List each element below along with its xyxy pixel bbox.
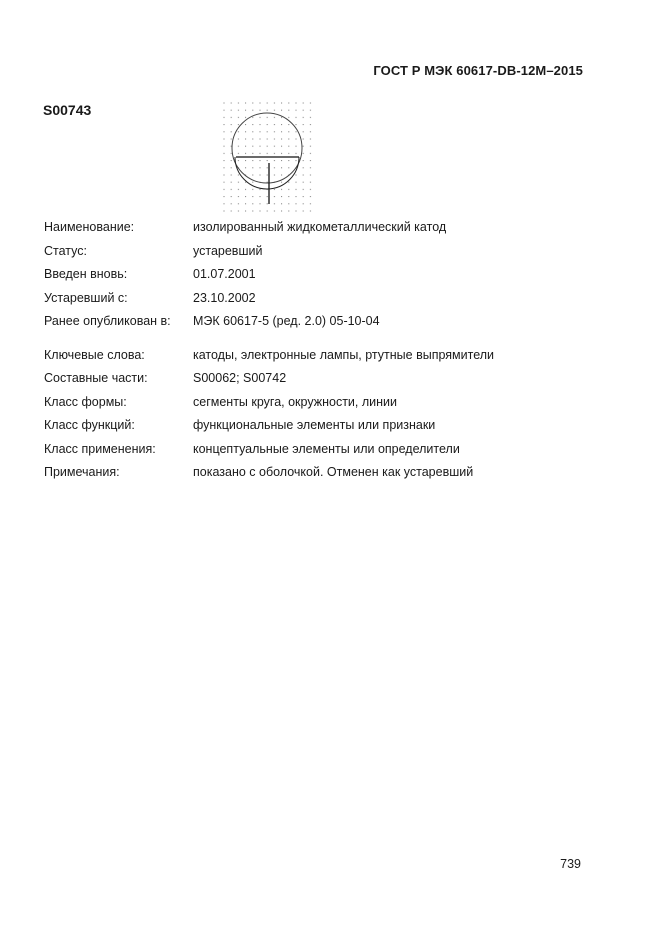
attr-label: Класс формы:	[44, 394, 127, 409]
attr-row-application-class	[44, 441, 604, 465]
attributes-table	[44, 219, 604, 488]
section-gap	[44, 337, 604, 347]
attr-row-name	[44, 219, 604, 243]
attr-value: 23.10.2002	[193, 290, 256, 305]
attr-row-shape-class	[44, 394, 604, 418]
attr-value: концептуальные элементы или определители	[193, 441, 460, 456]
attr-row-introduced	[44, 266, 604, 290]
attr-value: сегменты круга, окружности, линии	[193, 394, 397, 409]
attr-row-notes	[44, 464, 604, 488]
attr-label: Класс применения:	[44, 441, 156, 456]
standard-header: ГОСТ Р МЭК 60617-DB-12M–2015	[373, 63, 583, 78]
attr-label: Ранее опубликован в:	[44, 314, 171, 328]
attr-row-status	[44, 243, 604, 267]
attr-row-components	[44, 370, 604, 394]
attr-row-keywords	[44, 347, 604, 371]
attr-label: Составные части:	[44, 371, 148, 385]
page-number: 739	[560, 857, 581, 871]
attr-label: Ключевые слова:	[44, 347, 145, 362]
attr-value: катоды, электронные лампы, ртутные выпрямители	[193, 347, 495, 362]
symbol-id: S00743	[43, 102, 92, 118]
attr-label: Примечания:	[44, 465, 120, 479]
attr-value: S00062; S00742	[193, 371, 287, 385]
attr-value: МЭК 60617-5 (ред. 2.0) 05-10-04	[193, 314, 380, 328]
attr-label: Статус:	[44, 243, 87, 258]
cathode-symbol-graphic	[222, 101, 314, 213]
attr-value: 01.07.2001	[193, 267, 256, 281]
attr-label: Класс функций:	[44, 418, 135, 432]
attr-row-previously-published	[44, 313, 604, 337]
attr-label: Устаревший с:	[44, 290, 128, 305]
attr-label: Наименование:	[44, 220, 135, 234]
attr-value: функциональные элементы или признаки	[193, 418, 436, 432]
attr-row-obsolete-since	[44, 290, 604, 314]
attr-row-function-class	[44, 417, 604, 441]
attr-value: показано с оболочкой. Отменен как устаревший	[193, 465, 474, 479]
attr-label: Введен вновь:	[44, 267, 128, 281]
attr-value: устаревший	[193, 243, 263, 258]
attr-value: изолированный жидкометаллический катод	[193, 220, 447, 234]
